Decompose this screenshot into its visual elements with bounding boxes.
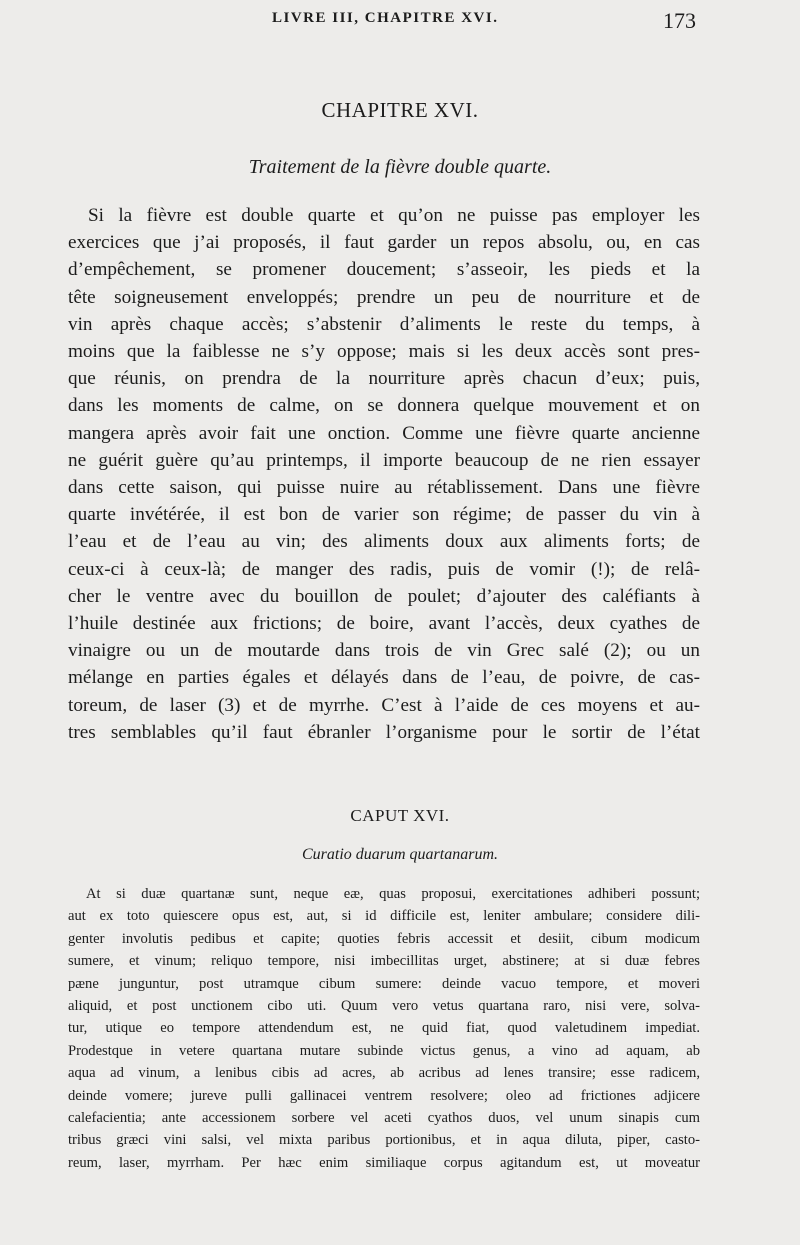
french-text-line: vinaigre ou un de moutarde dans trois de vin Grec salé (2); ou un bbox=[68, 640, 700, 662]
latin-text-line: pæne junguntur, post utramque cibum sumere: deinde vacuo tempore, et moveri bbox=[68, 975, 700, 992]
latin-chapter-title: CAPUT XVI. bbox=[350, 806, 450, 825]
latin-text-line: sumere, et vinum; reliquo tempore, nisi imbecillitas urget, abstinere; at si duæ febres bbox=[68, 953, 700, 970]
latin-chapter-subtitle: Curatio duarum quartanarum. bbox=[301, 846, 499, 863]
running-title: LIVRE III, CHAPITRE XVI. bbox=[272, 10, 499, 26]
french-text-line: mélange en parties égales et délayés dans de l’eau, de poivre, de cas- bbox=[68, 667, 700, 689]
french-text-line: cher le ventre avec du bouillon de poulet; d’ajouter des caléfiants à bbox=[68, 585, 700, 607]
french-text-line: d’empêchement, se promener doucement; s’asseoir, les pieds et la bbox=[68, 259, 700, 281]
french-text-line: dans les moments de calme, on se donnera quelque mouvement et on bbox=[68, 395, 700, 417]
latin-text-line: At si duæ quartanæ sunt, neque eæ, quas proposui, exercitationes adhiberi possunt; bbox=[86, 886, 700, 902]
latin-text-line: reum, laser, myrrham. Per hæc enim similiaque corpus agitandum est, ut moveatur bbox=[68, 1154, 700, 1171]
french-body-text bbox=[68, 202, 700, 746]
running-head bbox=[0, 8, 800, 38]
latin-body-text bbox=[68, 883, 700, 1174]
latin-text-line: tur, utique eo tempore attendendum est, ne quid fiat, quod valetudinem impediat. bbox=[68, 1020, 700, 1037]
french-text-line: tête soigneusement enveloppés; prendre un peu de nourriture et de bbox=[68, 286, 700, 308]
french-text-line: toreum, de laser (3) et de myrrhe. C’est à l’aide de ces moyens et au- bbox=[68, 694, 700, 716]
latin-text-line: calefacientia; ante accessionem sorbere vel aceti cyathos duos, vel unum sinapis cum bbox=[68, 1110, 700, 1127]
latin-text-line: genter involutis pedibus et capite; quoties febris accessit et desiit, cibum modicum bbox=[68, 930, 700, 947]
french-text-line: Si la fièvre est double quarte et qu’on ne puisse pas employer les bbox=[88, 205, 700, 226]
latin-text-line: tribus græci vini salsi, vel mixta paribus portionibus, et in aqua diluta, piper, casto- bbox=[68, 1132, 700, 1149]
latin-text-line: Prodestque in vetere quartana mutare subinde victus genus, a vino ad aquam, ab bbox=[68, 1042, 700, 1059]
french-text-line: moins que la faiblesse ne s’y oppose; mais si les deux accès sont pres- bbox=[68, 341, 700, 363]
latin-text-line: aut ex toto quiescere opus est, aut, si id difficile est, leniter ambulare; considere dili- bbox=[68, 908, 700, 925]
latin-text-line: deinde vomere; jureve pulli gallinacei ventrem resolvere; oleo ad frictiones adjicere bbox=[68, 1087, 700, 1104]
french-text-line: mangera après avoir fait une onction. Comme une fièvre quarte ancienne bbox=[68, 422, 700, 444]
latin-text-line: aliquid, et post unctionem cibo uti. Quum vero vetus quartana raro, nisi vere, solva- bbox=[68, 998, 700, 1015]
latin-text-line: aqua ad vinum, a lenibus cibis ad acres, ab acribus ad lenes transire; esse radicem, bbox=[68, 1065, 700, 1082]
french-text-line: exercices que j’ai proposés, il faut garder un repos absolu, ou, en cas bbox=[68, 232, 700, 254]
french-text-line: quarte invétérée, il est bon de varier son régime; de passer du vin à bbox=[68, 504, 700, 526]
french-text-line: ceux-ci à ceux-là; de manger des radis, puis de vomir (!); de relâ- bbox=[68, 558, 700, 580]
french-text-line: que réunis, on prendra de la nourriture après chacun d’eux; puis, bbox=[68, 368, 700, 390]
french-text-line: ne guérit guère qu’au printemps, il importe beaucoup de ne rien essayer bbox=[68, 449, 700, 471]
french-chapter-title: CHAPITRE XVI. bbox=[321, 98, 479, 122]
french-text-line: vin après chaque accès; s’abstenir d’aliments le reste du temps, à bbox=[68, 313, 700, 335]
french-text-line: dans cette saison, qui puisse nuire au rétablissement. Dans une fièvre bbox=[68, 477, 700, 499]
page-number: 173 bbox=[663, 8, 696, 33]
french-text-line: l’eau et de l’eau au vin; des aliments doux aux aliments forts; de bbox=[68, 531, 700, 553]
french-chapter-subtitle: Traitement de la fièvre double quarte. bbox=[248, 156, 552, 178]
french-text-line: l’huile destinée aux frictions; de boire, avant l’accès, deux cyathes de bbox=[68, 613, 700, 635]
french-text-line: tres semblables qu’il faut ébranler l’organisme pour le sortir de l’état bbox=[68, 721, 700, 743]
